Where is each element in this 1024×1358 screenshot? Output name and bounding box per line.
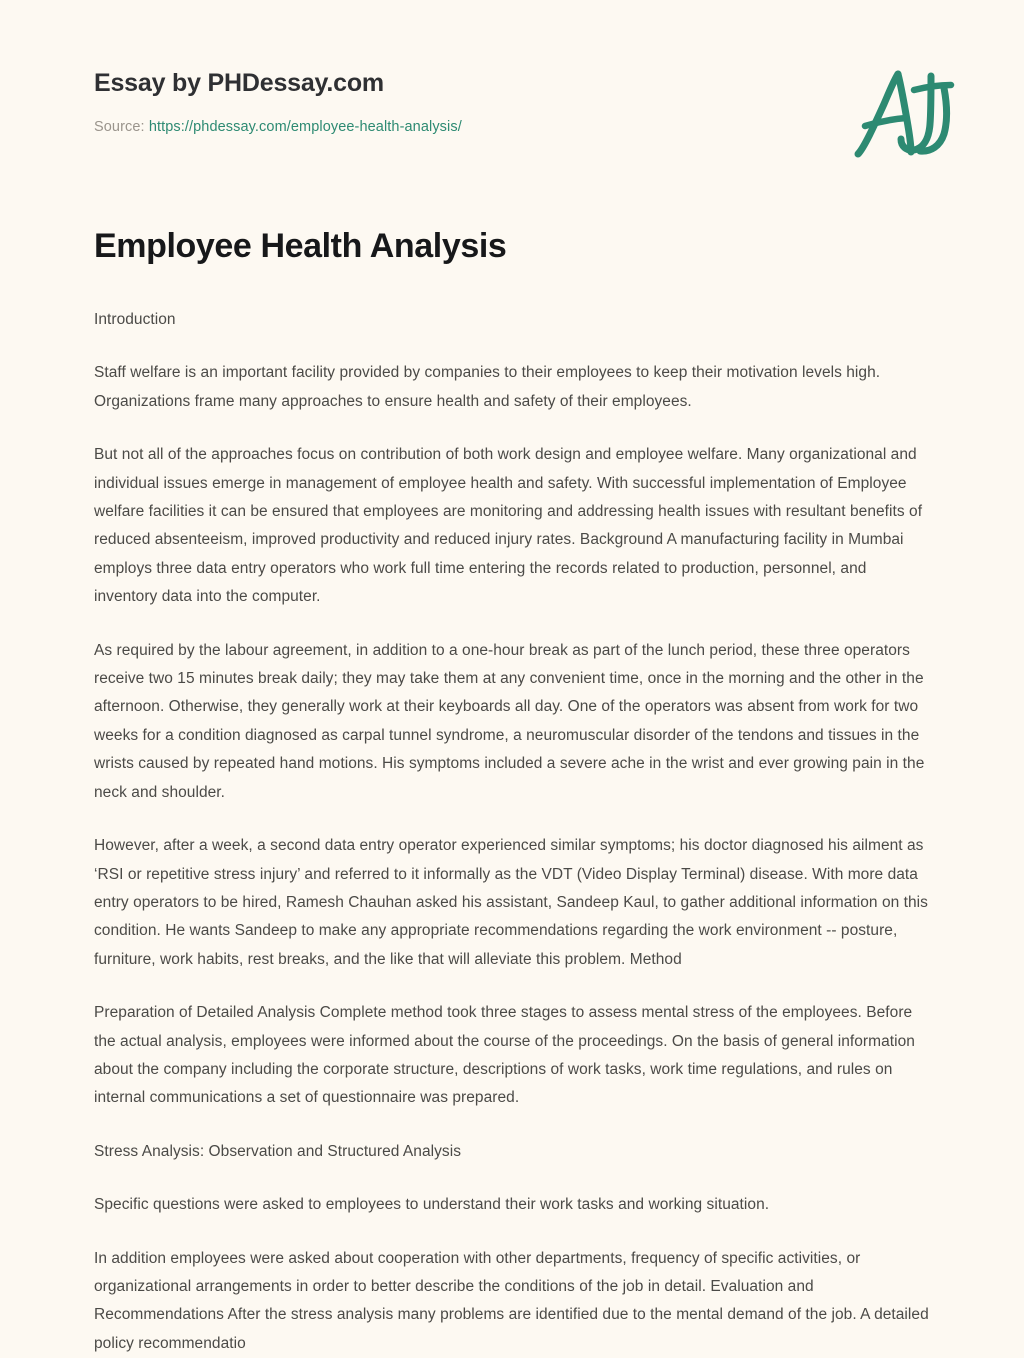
article-paragraph: But not all of the approaches focus on contribution of both work design and employee welfare. Many organizational and individual issues emerge in management of employee health and safety. With successful implementation of Employee welfare facilities it can be ensured that employees are monitoring and addressing health issues with resultant benefits of reduced absenteeism, improved productivity and reduced injury rates. Background A manufacturing facility in Mumbai employs three data entry operators who work full time entering the records related to production, personnel, and inventory data into the computer. — [94, 446, 923, 606]
article-paragraph: However, after a week, a second data entry operator experienced similar symptoms; his doctor diagnosed his ailment as ‘RSI or repetitive stress injury’ and referred to it informally as the VDT (Video Display Terminal) disease. With more data entry operators to be hired, Ramesh Chauhan asked his assistant, Sandeep Kaul, to gather additional information on this condition. He wants Sandeep to make any appropriate recommendations regarding the work environment -- posture, furniture, work habits, rest breaks, and the like that will alleviate this problem. Method — [94, 837, 928, 968]
page-header — [0, 0, 1024, 150]
page-title: Employee Health Analysis — [94, 227, 507, 265]
source-label: Source: — [94, 119, 145, 135]
source-line — [94, 117, 964, 137]
article-paragraph: Preparation of Detailed Analysis Complete method took three stages to assess mental stress of the employees. Before the actual analysis, employees were informed about the course of the proceedings. On the basis of general information about the company including the corporate structure, descriptions of work tasks, work time regulations, and rules on internal communications a set of questionnaire was prepared. — [94, 1004, 915, 1107]
article — [0, 224, 1024, 1358]
article-paragraph: Staff welfare is an important facility provided by companies to their employees to keep their motivation levels high. Organizations frame many approaches to ensure health and safety of their employees. — [94, 364, 881, 410]
source-url-link[interactable]: https://phdessay.com/employee-health-analysis/ — [148, 119, 462, 135]
article-body — [94, 306, 934, 1358]
article-paragraph: Introduction — [94, 311, 176, 328]
brand-title: Essay by PHDessay.com — [94, 69, 384, 97]
a-plus-grade-logo-icon — [848, 58, 968, 168]
article-paragraph: In addition employees were asked about cooperation with other departments, frequency of specific activities, or organizational arrangements in order to better describe the conditions of the job in detail. Evaluation and Recommendations After the stress analysis many problems are identified due to the mental demand of the job. A detailed policy recommendatio — [94, 1249, 929, 1352]
article-paragraph: Specific questions were asked to employees to understand their work tasks and working situation. — [94, 1196, 770, 1214]
article-paragraph: As required by the labour agreement, in addition to a one-hour break as part of the lunch period, these three operators receive two 15 minutes break daily; they may take them at any convenient time, once in the morning and the other in the afternoon. Otherwise, they generally work at their keyboards all day. One of the operators was absent from work for two weeks for a condition diagnosed as carpal tunnel syndrome, a neuromuscular disorder of the tendons and tissues in the wrists caused by repeated hand motions. His symptoms included a severe ache in the wrist and ever growing pain in the neck and shoulder. — [94, 641, 925, 801]
article-paragraph: Stress Analysis: Observation and Structured Analysis — [94, 1142, 462, 1160]
